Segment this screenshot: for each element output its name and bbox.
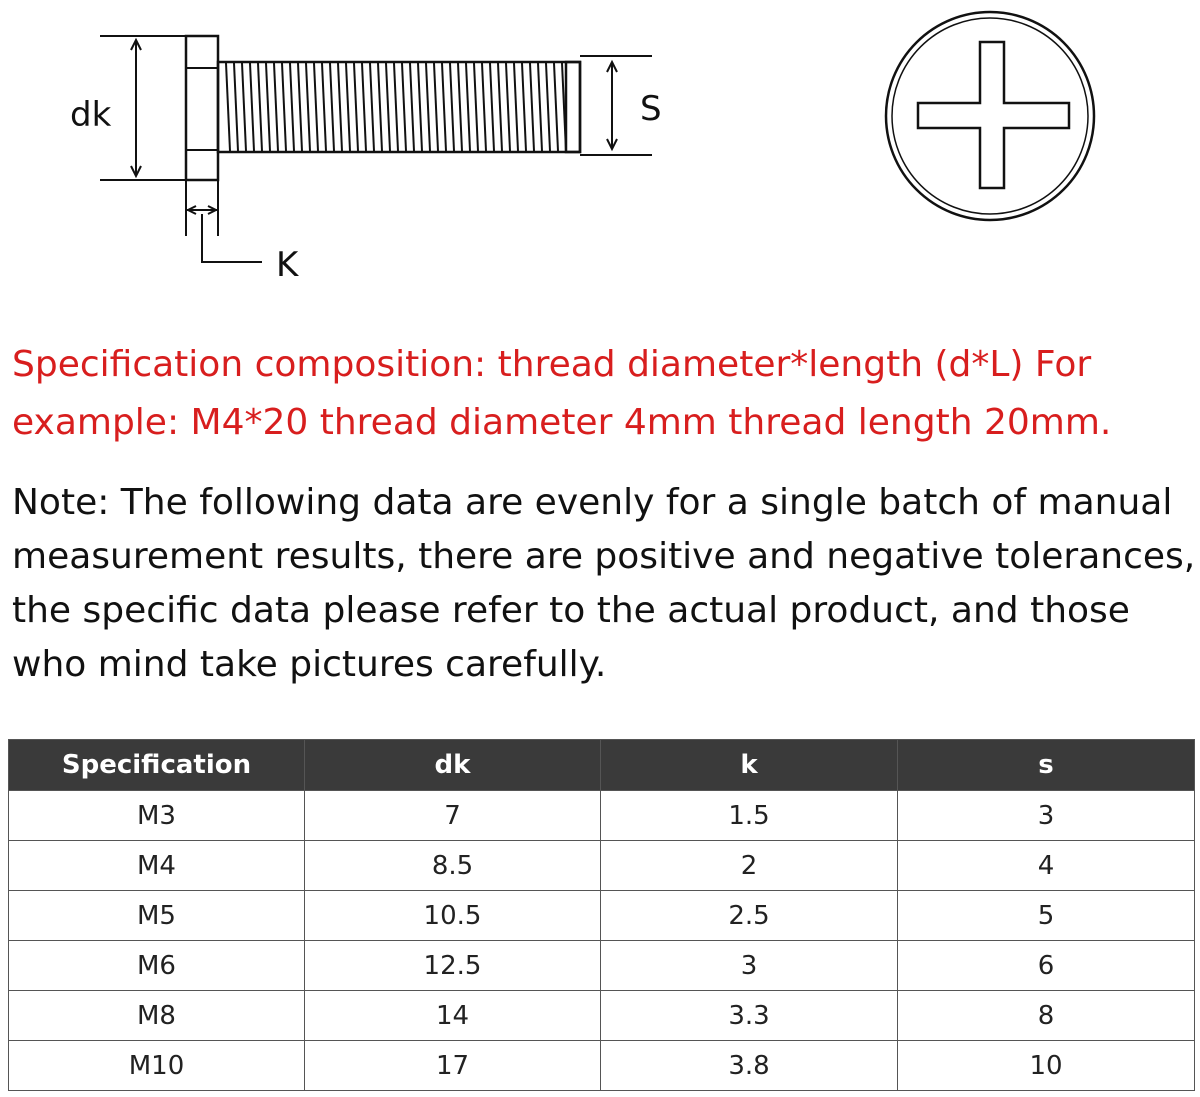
cell-dk: 7 xyxy=(305,791,601,841)
cell-dk: 10.5 xyxy=(305,891,601,941)
thread-line xyxy=(474,63,478,151)
table-row xyxy=(9,891,1195,941)
thread-line xyxy=(370,63,374,151)
cell-specification: M4 xyxy=(9,841,305,891)
specification-table xyxy=(8,739,1195,1091)
thread-line xyxy=(234,63,238,151)
table-row xyxy=(9,1041,1195,1091)
cell-s: 3 xyxy=(898,791,1195,841)
thread-line xyxy=(250,63,254,151)
s-label: S xyxy=(640,89,662,129)
k-label: K xyxy=(276,245,299,285)
cell-dk: 12.5 xyxy=(305,941,601,991)
thread-line xyxy=(282,63,286,151)
thread-line xyxy=(290,63,294,151)
thread-line xyxy=(418,63,422,151)
measurement-note-text: Note: The following data are evenly for a single batch of manual measurement results, there are positive and negative tolerances, the specific data please refer to the actual product, and those who mind take pictures carefully. xyxy=(12,482,1196,685)
header-k: k xyxy=(601,740,898,791)
thread-line xyxy=(530,63,534,151)
cell-specification: M5 xyxy=(9,891,305,941)
dk-label: dk xyxy=(70,95,112,135)
thread-line xyxy=(242,63,246,151)
thread-line xyxy=(538,63,542,151)
header-s: s xyxy=(898,740,1195,791)
thread-line xyxy=(458,63,462,151)
thread-line xyxy=(490,63,494,151)
table-row xyxy=(9,791,1195,841)
thread-line xyxy=(338,63,342,151)
thread-line xyxy=(378,63,382,151)
thread-line xyxy=(298,63,302,151)
screw-dimension-diagram xyxy=(0,0,1200,310)
thread-line xyxy=(306,63,310,151)
header-specification: Specification xyxy=(9,740,305,791)
thread-line xyxy=(410,63,414,151)
cell-k: 3 xyxy=(601,941,898,991)
thread-line xyxy=(274,63,278,151)
thread-line xyxy=(314,63,318,151)
thread-line xyxy=(386,63,390,151)
specification-composition-text: Specification composition: thread diameter*length (d*L) For example: M4*20 thread diameter 4mm thread length 20mm. xyxy=(12,344,1112,443)
thread-line xyxy=(258,63,262,151)
thread-line xyxy=(362,63,366,151)
thread-line xyxy=(506,63,510,151)
cell-specification: M10 xyxy=(9,1041,305,1091)
table-row xyxy=(9,941,1195,991)
screw-side-view-icon xyxy=(100,36,652,262)
thread-line xyxy=(450,63,454,151)
cell-dk: 17 xyxy=(305,1041,601,1091)
thread-line xyxy=(522,63,526,151)
thread-line xyxy=(394,63,398,151)
cell-k: 1.5 xyxy=(601,791,898,841)
thread-line xyxy=(546,63,550,151)
cell-s: 5 xyxy=(898,891,1195,941)
thread-line xyxy=(482,63,486,151)
phillips-cross-head-icon xyxy=(886,12,1094,220)
cell-k: 2 xyxy=(601,841,898,891)
cell-specification: M3 xyxy=(9,791,305,841)
thread-line xyxy=(426,63,430,151)
table-header-row xyxy=(9,740,1195,791)
table-row xyxy=(9,991,1195,1041)
table-row xyxy=(9,841,1195,891)
cell-k: 3.8 xyxy=(601,1041,898,1091)
thread-line xyxy=(226,63,230,151)
thread-line xyxy=(442,63,446,151)
cell-s: 4 xyxy=(898,841,1195,891)
cell-specification: M6 xyxy=(9,941,305,991)
thread-line xyxy=(498,63,502,151)
cell-dk: 14 xyxy=(305,991,601,1041)
thread-line xyxy=(330,63,334,151)
cell-s: 8 xyxy=(898,991,1195,1041)
cell-dk: 8.5 xyxy=(305,841,601,891)
thread-line xyxy=(554,63,558,151)
cell-k: 3.3 xyxy=(601,991,898,1041)
thread-line xyxy=(514,63,518,151)
header-dk: dk xyxy=(305,740,601,791)
thread-line xyxy=(434,63,438,151)
cell-s: 6 xyxy=(898,941,1195,991)
thread-line xyxy=(466,63,470,151)
thread-line xyxy=(354,63,358,151)
thread-line xyxy=(346,63,350,151)
cell-s: 10 xyxy=(898,1041,1195,1091)
thread-line xyxy=(266,63,270,151)
thread-line xyxy=(322,63,326,151)
cell-specification: M8 xyxy=(9,991,305,1041)
cell-k: 2.5 xyxy=(601,891,898,941)
thread-line xyxy=(402,63,406,151)
